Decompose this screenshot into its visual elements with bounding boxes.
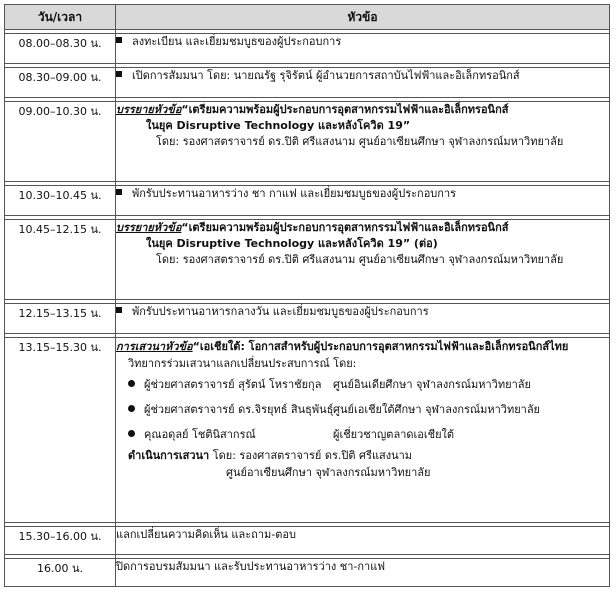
topic-cell <box>116 304 610 334</box>
bullet-icon <box>116 189 122 195</box>
panelist-item <box>116 422 609 447</box>
lecture-title-line-1: “เตรียมความพร้อมผู้ประกอบการอุตสาหกรรมไฟฟ้าและอิเล็กทรอนิกส์ <box>181 103 509 116</box>
topic-cell: แลกเปลี่ยนความคิดเห็น และถาม-ตอบ <box>116 527 610 555</box>
moderator-label: ดำเนินการเสวนา <box>128 449 210 462</box>
lecture-speaker: โดย: รองศาสตราจารย์ ดร.ปิติ ศรีแสงนาม ศูนย์อาเซียนศึกษา จุฬาลงกรณ์มหาวิทยาลัย <box>156 253 564 266</box>
bullet-dot-icon <box>128 430 135 437</box>
header-topic: หัวข้อ <box>116 5 610 30</box>
schedule-document <box>4 4 609 587</box>
table-row <box>5 68 610 98</box>
bullet-icon <box>116 307 122 313</box>
topic-cell <box>116 34 610 64</box>
panelist-name: ผู้ช่วยศาสตราจารย์ สุรัตน์ โหราชัยกุล <box>144 378 322 391</box>
topic-cell <box>116 186 610 216</box>
topic-cell <box>116 102 610 182</box>
topic-text: พักรับประทานอาหารว่าง ชา กาแฟ และเยี่ยมชมบูธของผู้ประกอบการ <box>132 187 457 200</box>
panel-intro: วิทยากรร่วมเสวนาแลกเปลี่ยนประสบการณ์ โดย: <box>128 357 357 370</box>
time-cell: 13.15–15.30 น. <box>5 338 116 523</box>
panelist-affiliation: ศูนย์เอเชียใต้ศึกษา จุฬาลงกรณ์มหาวิทยาลัย <box>333 403 541 416</box>
topic-cell <box>116 220 610 300</box>
topic-cell <box>116 338 610 523</box>
lecture-lead-label: บรรยายหัวข้อ <box>116 103 182 116</box>
time-cell: 10.45–12.15 น. <box>5 220 116 300</box>
header-time: วัน/เวลา <box>5 5 116 30</box>
time-cell: 08.00–08.30 น. <box>5 34 116 64</box>
lecture-title-line-1: “เตรียมความพร้อมผู้ประกอบการอุตสาหกรรมไฟฟ้าและอิเล็กทรอนิกส์ <box>181 221 509 234</box>
panelist-affiliation: ศูนย์อินเดียศึกษา จุฬาลงกรณ์มหาวิทยาลัย <box>333 378 531 391</box>
topic-text: เปิดการสัมมนา โดย: นายณรัฐ รุจิรัตน์ ผู้อำนวยการสถาบันไฟฟ้าและอิเล็กทรอนิกส์ <box>132 69 520 82</box>
bullet-dot-icon <box>128 380 135 387</box>
table-row <box>5 102 610 182</box>
bullet-icon <box>116 71 122 77</box>
time-cell: 16.00 น. <box>5 559 116 587</box>
panelist-name: คุณอดุลย์ โชตินิสากรณ์ <box>144 428 256 441</box>
schedule-table <box>4 4 610 587</box>
table-header-row <box>5 5 610 30</box>
lecture-title-line-2: ในยุค Disruptive Technology และหลังโควิด 19” <box>146 119 411 132</box>
time-cell: 08.30–09.00 น. <box>5 68 116 98</box>
moderator-affiliation: ศูนย์อาเซียนศึกษา จุฬาลงกรณ์มหาวิทยาลัย <box>226 466 431 479</box>
moderator-text: โดย: รองศาสตราจารย์ ดร.ปิติ ศรีแสงนาม <box>212 449 413 462</box>
table-row <box>5 220 610 300</box>
panelist-affiliation: ผู้เชี่ยวชาญตลาดเอเชียใต้ <box>333 428 455 441</box>
lecture-title-line-2: ในยุค Disruptive Technology และหลังโควิด 19” (ต่อ) <box>146 237 438 250</box>
table-row <box>5 527 610 555</box>
panel-title: “เอเชียใต้: โอกาสสำหรับผู้ประกอบการอุตสาหกรรมไฟฟ้าและอิเล็กทรอนิกส์ไทย <box>192 340 569 353</box>
lecture-speaker: โดย: รองศาสตราจารย์ ดร.ปิติ ศรีแสงนาม ศูนย์อาเซียนศึกษา จุฬาลงกรณ์มหาวิทยาลัย <box>156 135 564 148</box>
panel-lead-label: การเสวนาหัวข้อ <box>116 340 193 353</box>
topic-cell: ปิดการอบรมสัมมนา และรับประทานอาหารว่าง ชา-กาแฟ <box>116 559 610 587</box>
moderator-line <box>116 447 609 464</box>
lecture-lead-label: บรรยายหัวข้อ <box>116 221 182 234</box>
time-cell: 15.30–16.00 น. <box>5 527 116 555</box>
table-row <box>5 34 610 64</box>
topic-text: ลงทะเบียน และเยี่ยมชมบูธของผู้ประกอบการ <box>132 35 342 48</box>
bullet-icon <box>116 37 122 43</box>
time-cell: 12.15–13.15 น. <box>5 304 116 334</box>
panelist-item <box>116 372 609 397</box>
bullet-dot-icon <box>128 405 135 412</box>
table-row <box>5 338 610 523</box>
time-cell: 10.30–10.45 น. <box>5 186 116 216</box>
table-row <box>5 559 610 587</box>
panelist-name: ผู้ช่วยศาสตราจารย์ ดร.จิรยุทธ์ สินธุพันธุ์ <box>144 403 334 416</box>
table-row <box>5 186 610 216</box>
topic-cell <box>116 68 610 98</box>
table-row <box>5 304 610 334</box>
panelist-item <box>116 397 609 422</box>
time-cell: 09.00–10.30 น. <box>5 102 116 182</box>
topic-text: พักรับประทานอาหารกลางวัน และเยี่ยมชมบูธของผู้ประกอบการ <box>132 305 429 318</box>
